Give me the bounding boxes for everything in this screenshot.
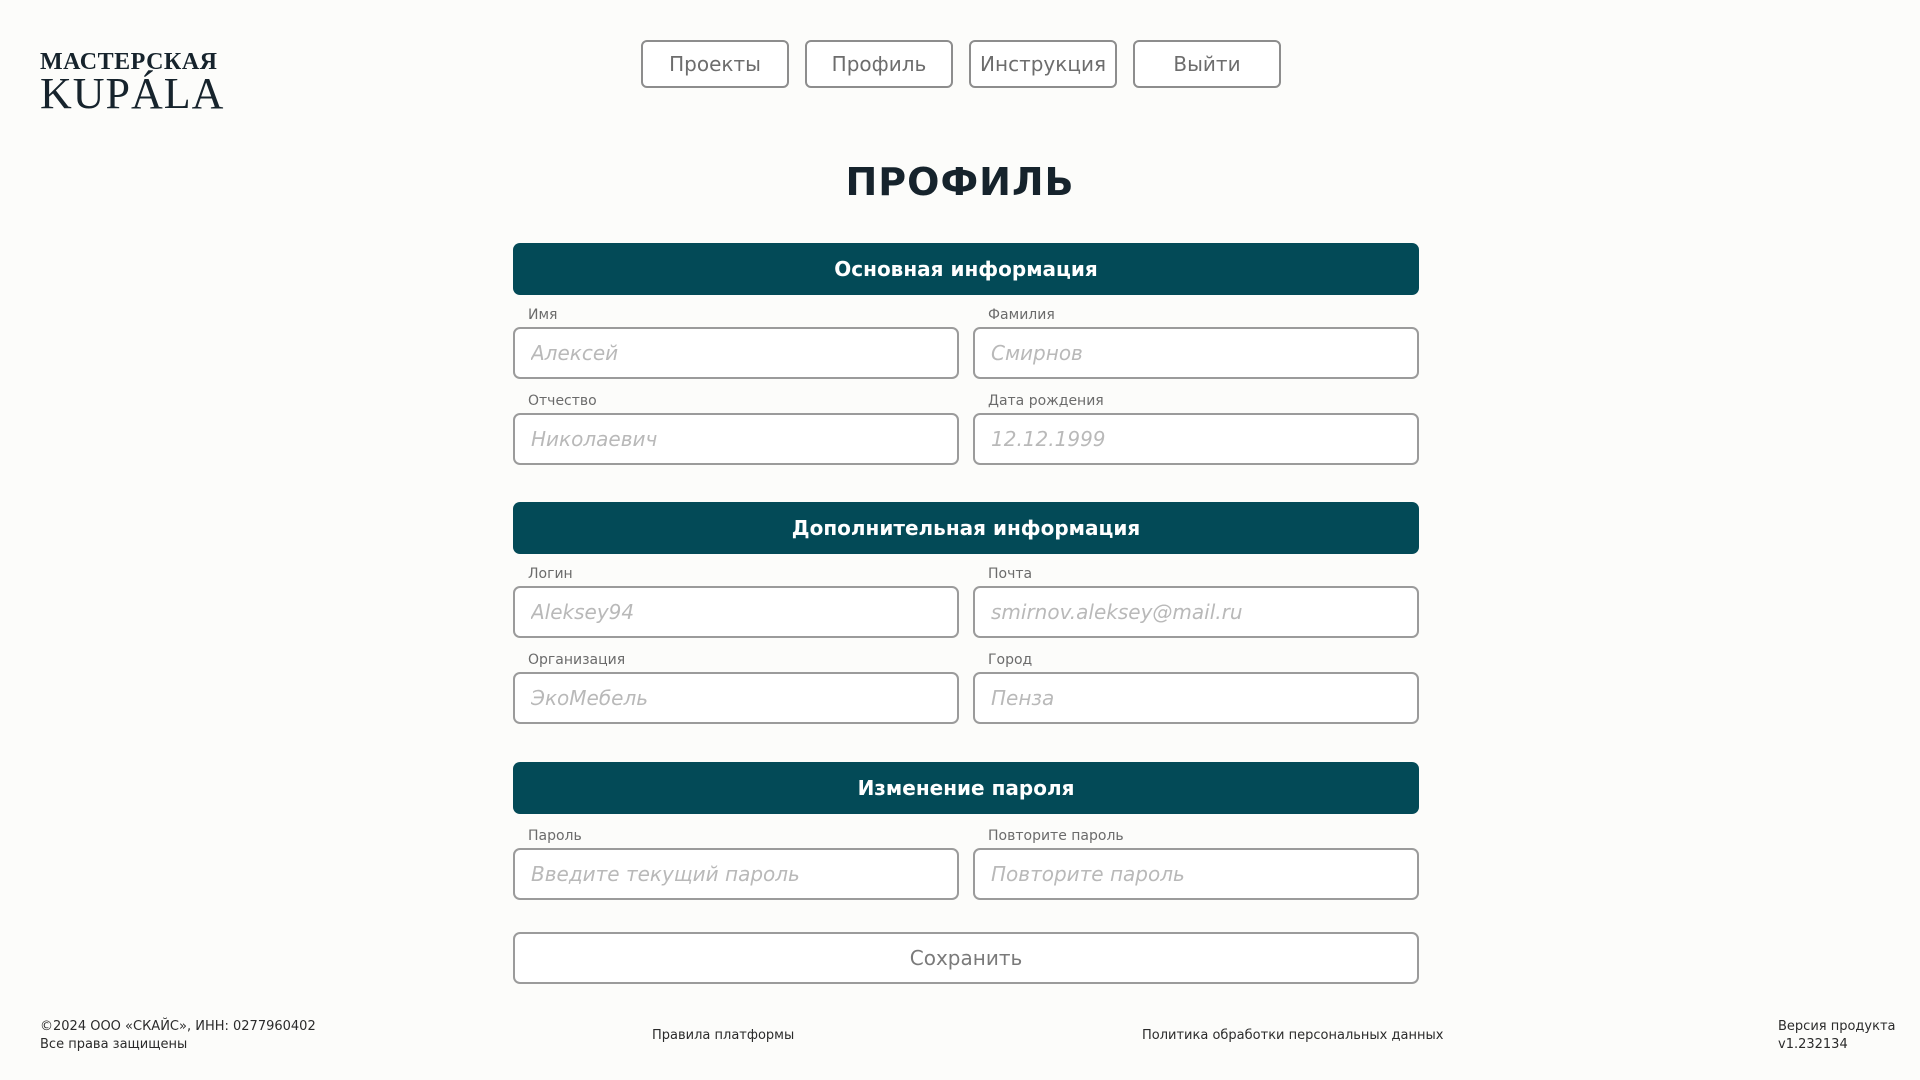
city-label: Город — [988, 652, 1033, 668]
footer-rules-link[interactable]: Правила платформы — [652, 1028, 795, 1043]
repeat-password-label: Повторите пароль — [988, 828, 1124, 844]
first-name-label: Имя — [528, 307, 558, 323]
page-title: ПРОФИЛЬ — [845, 160, 1075, 204]
nav-profile-button[interactable]: Профиль — [805, 40, 953, 88]
footer-version-block — [1778, 1018, 1896, 1054]
organization-label: Организация — [528, 652, 626, 668]
email-input[interactable] — [973, 586, 1419, 638]
brand-logo[interactable] — [40, 49, 230, 118]
organization-field — [513, 651, 959, 724]
logo-bottom-text: KUPÁLA — [40, 69, 225, 118]
footer-privacy-link[interactable]: Политика обработки персональных данных — [1142, 1028, 1444, 1043]
nav-instructions-button[interactable]: Инструкция — [969, 40, 1117, 88]
repeat-password-input[interactable] — [973, 848, 1419, 900]
birth-date-field — [973, 392, 1419, 465]
patronymic-field — [513, 392, 959, 465]
patronymic-input[interactable] — [513, 413, 959, 465]
last-name-label: Фамилия — [988, 307, 1055, 323]
logo-top-text: МАСТЕРСКАЯ — [40, 49, 218, 75]
email-field — [973, 565, 1419, 638]
footer-version: v1.232134 — [1778, 1037, 1848, 1052]
footer-copyright-block — [40, 1018, 316, 1054]
birth-date-input[interactable] — [973, 413, 1419, 465]
section-basic-header: Основная информация — [513, 243, 1419, 295]
password-field — [513, 827, 959, 900]
city-input[interactable] — [973, 672, 1419, 724]
city-field — [973, 651, 1419, 724]
section-extra-header: Дополнительная информация — [513, 502, 1419, 554]
repeat-password-field — [973, 827, 1419, 900]
nav-projects-button[interactable]: Проекты — [641, 40, 789, 88]
organization-input[interactable] — [513, 672, 959, 724]
password-label: Пароль — [528, 828, 582, 844]
login-field — [513, 565, 959, 638]
nav-logout-button[interactable]: Выйти — [1133, 40, 1281, 88]
password-input[interactable] — [513, 848, 959, 900]
email-label: Почта — [988, 566, 1033, 582]
footer-rights: Все права защищены — [40, 1037, 188, 1052]
birth-date-label: Дата рождения — [988, 393, 1104, 409]
patronymic-label: Отчество — [528, 393, 597, 409]
last-name-input[interactable] — [973, 327, 1419, 379]
footer-version-label: Версия продукта — [1778, 1019, 1896, 1034]
section-password-header: Изменение пароля — [513, 762, 1419, 814]
login-input[interactable] — [513, 586, 959, 638]
save-button[interactable]: Сохранить — [513, 932, 1419, 984]
login-label: Логин — [528, 566, 573, 582]
top-nav — [641, 40, 1281, 88]
first-name-field — [513, 306, 959, 379]
last-name-field — [973, 306, 1419, 379]
footer-copyright: ©2024 ООО «СКАЙС», ИНН: 0277960402 — [40, 1019, 316, 1034]
first-name-input[interactable] — [513, 327, 959, 379]
